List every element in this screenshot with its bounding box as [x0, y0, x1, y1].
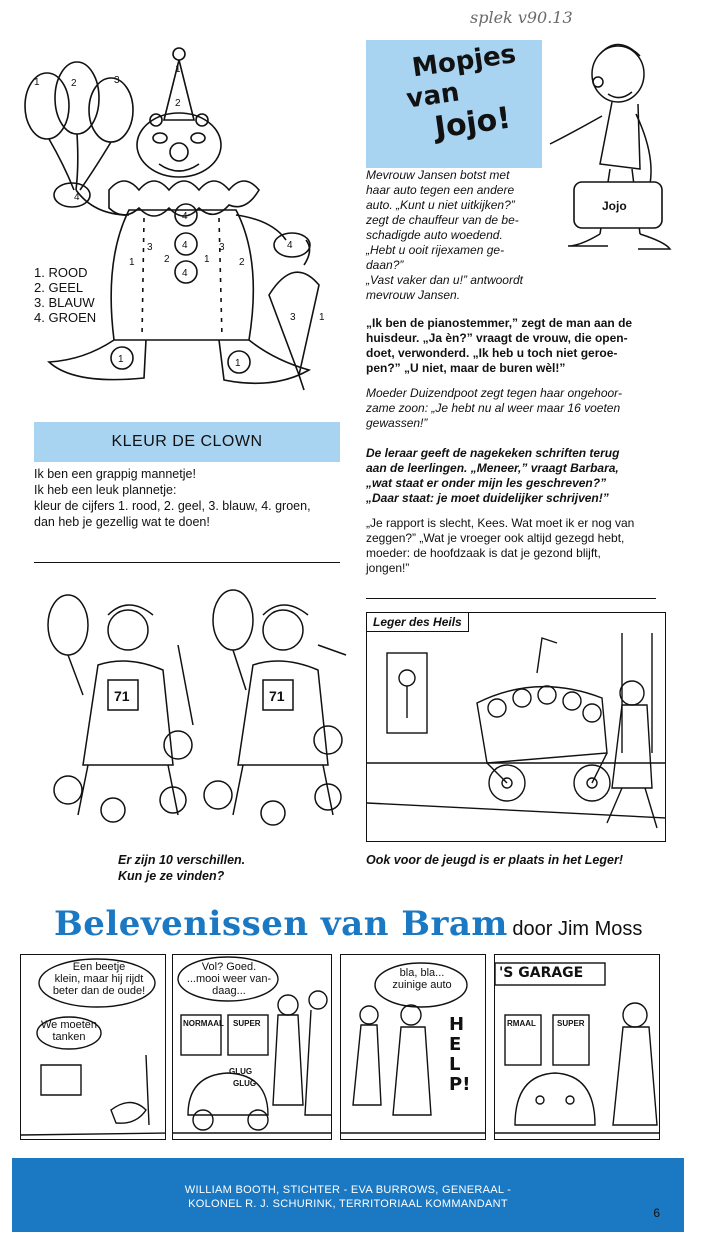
joke-1	[366, 168, 560, 303]
joke-line: Moeder Duizendpoot zegt tegen haar ongehoor-	[366, 386, 622, 400]
divider-left	[34, 562, 340, 563]
glug-sound: GLUG	[229, 1067, 253, 1076]
joke-line: „Daar staat: je moet duidelijker schrijven!”	[366, 491, 609, 505]
comic-panel-4	[494, 954, 660, 1140]
glug-sound: GLUG	[233, 1079, 257, 1088]
rhyme-line: Ik heb een leuk plannetje:	[34, 483, 177, 497]
rhyme-line: kleur de cijfers 1. rood, 2. geel, 3. blauw, 4. groen,	[34, 499, 311, 513]
joke-line: Mevrouw Jansen botst met	[366, 168, 510, 182]
bubble-line: bla, bla...	[399, 967, 445, 979]
joke-line: pen?” „U niet, maar de buren wèl!”	[366, 361, 566, 375]
svg-text:3: 3	[114, 75, 120, 86]
mopjes-title-box	[366, 40, 542, 168]
joke-line: „Vast vaker dan u!” antwoordt	[366, 273, 523, 287]
bubble-line: We moeten	[40, 1019, 98, 1031]
jojo-clown-drawing	[540, 34, 680, 264]
joke-2	[366, 316, 666, 376]
panel1-bubble-2	[39, 1019, 99, 1043]
svg-text:2: 2	[239, 257, 245, 268]
differences-drawing	[28, 585, 348, 840]
panel2-bubble	[179, 961, 279, 997]
svg-text:1: 1	[129, 257, 135, 268]
legend-item-groen: 4. GROEN	[34, 310, 97, 325]
kleur-de-clown-banner: KLEUR DE CLOWN	[34, 422, 340, 462]
page-number: 6	[653, 1206, 660, 1220]
differences-caption	[118, 852, 338, 884]
joke-line: schadigde auto woedend.	[366, 228, 503, 242]
mopjes-title-line: van	[404, 77, 462, 115]
svg-text:3: 3	[219, 242, 225, 253]
mopjes-title-line: Mopjes	[410, 39, 518, 84]
bubble-line: Een beetje	[72, 961, 126, 973]
bram-comic-strip	[20, 954, 660, 1142]
svg-text:1: 1	[319, 312, 325, 323]
mopjes-title-line: Jojo!	[432, 100, 514, 146]
joke-3	[366, 386, 666, 431]
legend-item-rood: 1. ROOD	[34, 265, 88, 280]
caption-line: Er zijn 10 verschillen.	[118, 853, 246, 867]
footer-line-1: WILLIAM BOOTH, STICHTER - EVA BURROWS, GENERAAL -	[184, 1184, 512, 1196]
pump-sign-normaal: RMAAL	[507, 1019, 536, 1028]
shirt-number-right: 71	[269, 688, 285, 704]
joke-line: zame zoon: „Je hebt nu al weer maar 16 voeten	[366, 401, 621, 415]
svg-text:1: 1	[118, 354, 124, 365]
caption-line: Kun je ze vinden?	[118, 869, 225, 883]
joke-line: „Ik ben de pianostemmer,” zegt de man aan de	[366, 316, 633, 330]
joke-line: moeder: de hoofdzaak is dat je gezond blijft,	[366, 546, 601, 560]
svg-text:4: 4	[74, 192, 80, 203]
bubble-line: ...mooi weer van-	[186, 973, 272, 985]
joke-line: jongen!”	[366, 561, 410, 575]
footer-bar	[12, 1158, 684, 1232]
bubble-line: klein, maar hij rijdt	[54, 973, 144, 985]
joke-line: haar auto tegen een andere	[366, 183, 515, 197]
joke-line: mevrouw Jansen.	[366, 288, 461, 302]
svg-text:1: 1	[34, 77, 40, 88]
joke-line: aan de leerlingen. „Meneer,” vraagt Barbara,	[366, 461, 619, 475]
legend-item-geel: 2. GEEL	[34, 280, 84, 295]
divider-right	[366, 598, 656, 599]
leger-cartoon-frame	[366, 612, 666, 842]
clown-coloring-drawing	[14, 40, 339, 400]
pump-sign-super: SUPER	[557, 1019, 585, 1028]
joke-line: doet, verwonderd. „Ik heb u toch niet geroe-	[366, 346, 618, 360]
jojo-suitcase-label: Jojo	[602, 199, 627, 213]
bubble-line: daag...	[212, 985, 246, 997]
svg-text:4: 4	[287, 240, 293, 251]
joke-line: zeggen?” „Wat je vroeger ook altijd gezegd hebt,	[366, 531, 625, 545]
leger-cartoon-drawing	[367, 613, 666, 842]
svg-text:3: 3	[147, 242, 153, 253]
color-legend	[34, 265, 96, 325]
shirt-number-left: 71	[114, 688, 130, 704]
bram-title: Belevenissen van Bram	[54, 904, 508, 944]
rhyme-line: Ik ben een grappig mannetje!	[34, 467, 196, 481]
joke-line: „Hebt u ooit rijexamen ge-	[366, 243, 505, 257]
bram-header	[54, 904, 642, 944]
svg-text:4: 4	[182, 240, 188, 251]
leger-label: Leger des Heils	[367, 613, 469, 632]
svg-text:1: 1	[235, 358, 241, 369]
comic-panel-3	[340, 954, 486, 1140]
svg-text:4: 4	[182, 211, 188, 222]
joke-5	[366, 516, 666, 576]
joke-line: gewassen!”	[366, 416, 428, 430]
bubble-line: zuinige auto	[392, 979, 452, 991]
panel3-bubble	[377, 967, 467, 991]
joke-4	[366, 446, 666, 506]
joke-line: auto. „Kunt u niet uitkijken?”	[366, 198, 515, 212]
panel1-bubble-1	[41, 961, 157, 997]
bram-author: door Jim Moss	[512, 918, 643, 940]
joke-line: daan?”	[366, 258, 404, 272]
handwritten-note: splek v90.13	[470, 8, 573, 27]
pump-sign-normaal: NORMAAL	[183, 1019, 224, 1028]
legend-item-blauw: 3. BLAUW	[34, 295, 95, 310]
joke-line: huisdeur. „Ja èn?” vraagt de vrouw, die open-	[366, 331, 628, 345]
rhyme-line: dan heb je gezellig wat te doen!	[34, 515, 210, 529]
leger-caption: Ook voor de jeugd is er plaats in het Leger!	[366, 853, 624, 867]
svg-text:4: 4	[182, 268, 188, 279]
footer-line-2: KOLONEL R. J. SCHURINK, TERRITORIAAL KOMMANDANT	[188, 1198, 508, 1210]
joke-line: „wat staat er onder mijn les geschreven?”	[366, 476, 607, 490]
svg-text:2: 2	[175, 98, 181, 109]
bubble-line: beter dan de oude!	[52, 985, 146, 997]
svg-text:2: 2	[71, 78, 77, 89]
svg-text:1: 1	[204, 254, 210, 265]
svg-text:1: 1	[175, 64, 181, 75]
bubble-line: tanken	[52, 1031, 86, 1043]
garage-sign: 'S GARAGE	[499, 965, 584, 981]
joke-line: „Je rapport is slecht, Kees. Wat moet ik er nog van	[366, 516, 635, 530]
pump-sign-super: SUPER	[233, 1019, 261, 1028]
joke-line: De leraar geeft de nagekeken schriften terug	[366, 446, 620, 460]
comic-panel-1	[20, 954, 166, 1140]
bubble-line: Vol? Goed.	[201, 961, 257, 973]
clown-rhyme	[34, 466, 344, 530]
comic-panel-2	[172, 954, 332, 1140]
help-sound: HELP!	[449, 1014, 471, 1095]
svg-text:3: 3	[290, 312, 296, 323]
svg-text:2: 2	[164, 254, 170, 265]
joke-line: zegt de chauffeur van de be-	[366, 213, 519, 227]
